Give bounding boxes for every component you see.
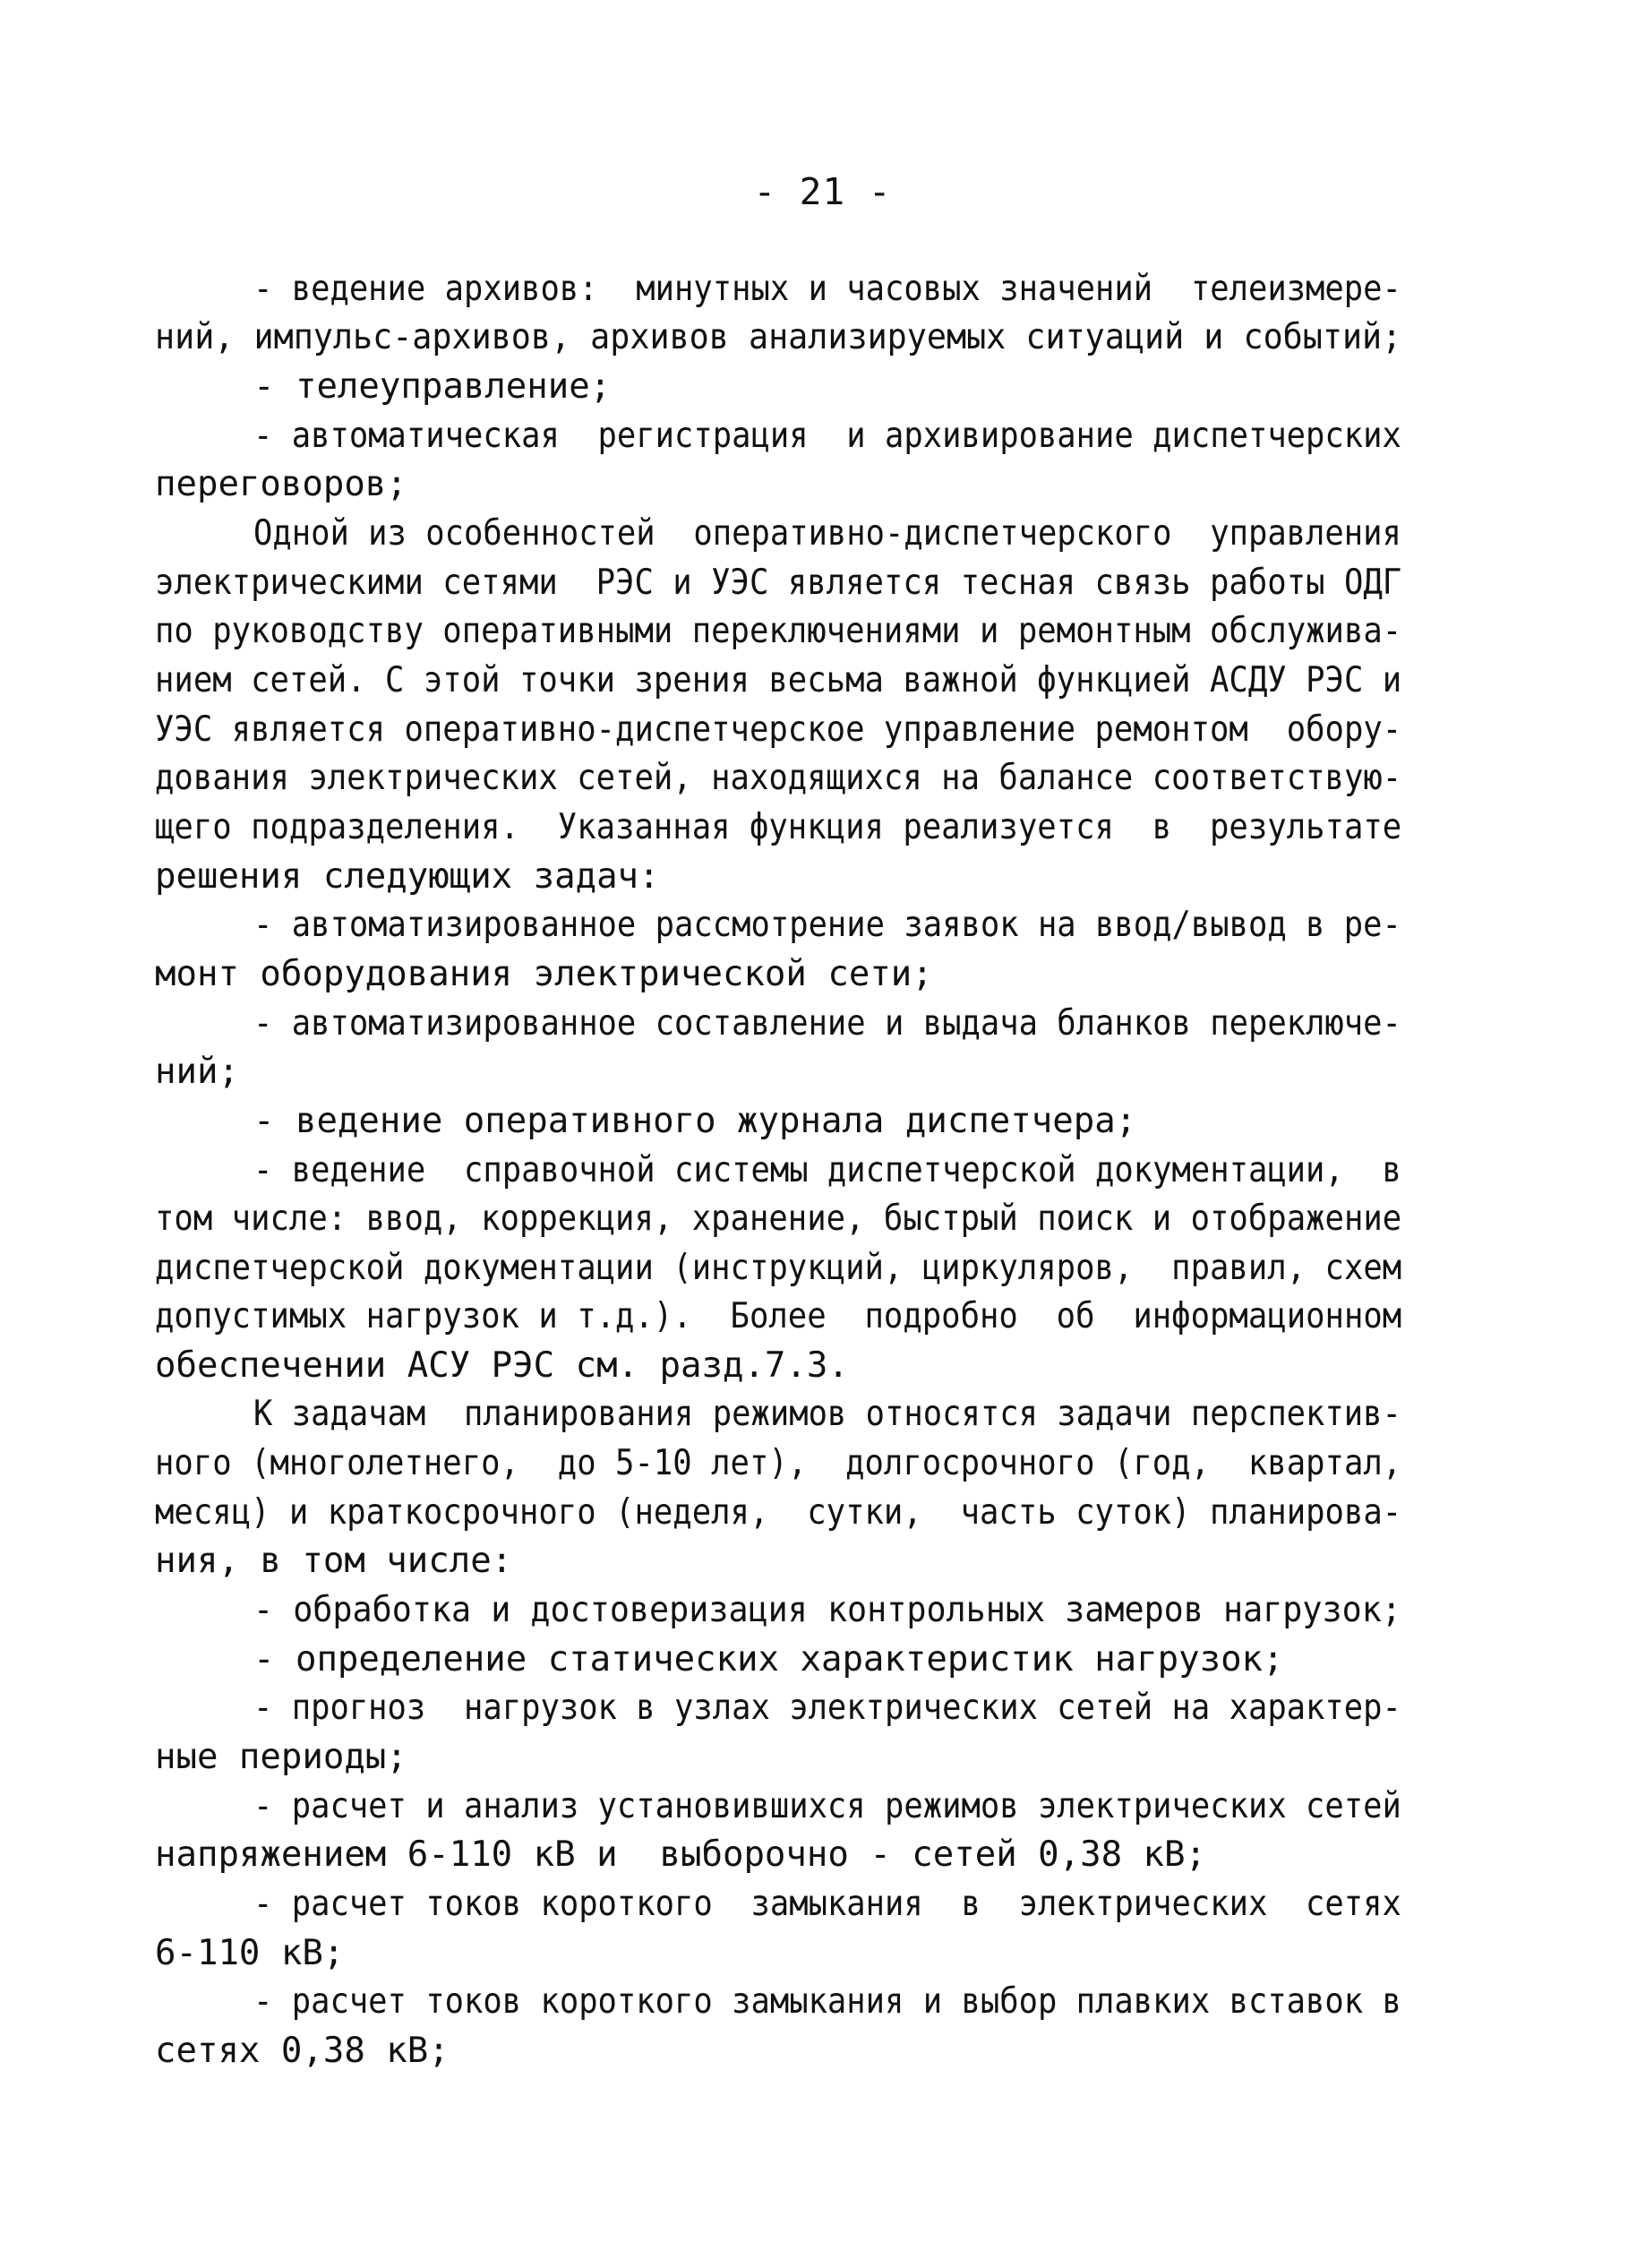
text-line: - определение статических характеристик нагрузок;: [253, 1639, 1284, 1680]
text-line: диспетчерской документации (инструкций, циркуляров, правил, схем: [155, 1248, 1402, 1288]
text-line: - прогноз нагрузок в узлах электрических сетей на характер-: [253, 1688, 1401, 1728]
text-line: щего подразделения. Указанная функция реализуется в результате: [155, 807, 1402, 847]
text-line: - расчет и анализ установившихся режимов электрических сетей: [253, 1786, 1401, 1826]
page-number: - 21 -: [753, 170, 892, 213]
text-line: - автоматическая регистрация и архивирование диспетчерских: [253, 416, 1401, 456]
text-line: ний;: [155, 1052, 239, 1092]
text-line: дования электрических сетей, находящихся на балансе соответствую-: [155, 758, 1402, 798]
text-line: ния, в том числе:: [155, 1541, 513, 1581]
text-line: том числе: ввод, коррекция, хранение, быстрый поиск и отображение: [155, 1198, 1402, 1239]
text-line: решения следующих задач:: [155, 856, 660, 897]
text-line: Одной из особенностей оперативно-диспетчерского управления: [253, 513, 1401, 554]
text-line: нием сетей. С этой точки зрения весьма важной функцией АСДУ РЭС и: [155, 660, 1402, 700]
text-line: монт оборудования электрической сети;: [155, 954, 933, 994]
text-line: - телеуправление;: [253, 366, 612, 407]
text-line: УЭС является оперативно-диспетчерское управление ремонтом обору-: [155, 709, 1402, 750]
text-line: переговоров;: [155, 464, 407, 504]
text-line: - автоматизированное составление и выдача бланков переключе-: [253, 1003, 1401, 1044]
text-line: обеспечении АСУ РЭС см. разд.7.3.: [155, 1345, 849, 1386]
text-line: ные периоды;: [155, 1737, 407, 1777]
text-line: К задачам планирования режимов относятся задачи перспектив-: [253, 1394, 1401, 1434]
text-line: электрическими сетями РЭС и УЭС является тесная связь работы ОДГ: [155, 563, 1402, 603]
text-line: сетях 0,38 кВ;: [155, 2031, 450, 2071]
text-line: - расчет токов короткого замыкания в электрических сетях: [253, 1884, 1401, 1924]
text-line: - автоматизированное рассмотрение заявок на ввод/вывод в ре-: [253, 905, 1401, 945]
text-line: допустимых нагрузок и т.д.). Более подробно об информационном: [155, 1296, 1402, 1336]
text-line: - ведение справочной системы диспетчерской документации, в: [253, 1150, 1401, 1190]
text-line: по руководству оперативными переключениями и ремонтным обслужива-: [155, 611, 1402, 651]
text-line: ний, импульс-архивов, архивов анализируемых ситуаций и событий;: [155, 317, 1402, 357]
text-line: - расчет токов короткого замыкания и выбор плавких вставок в: [253, 1981, 1401, 2022]
text-line: месяц) и краткосрочного (неделя, сутки, часть суток) планирова-: [155, 1492, 1402, 1533]
text-line: - ведение архивов: минутных и часовых значений телеизмере-: [253, 269, 1401, 309]
text-line: напряжением 6-110 кВ и выборочно - сетей 0,38 кВ;: [155, 1834, 1206, 1875]
text-line: ного (многолетнего, до 5-10 лет), долгосрочного (год, квартал,: [155, 1443, 1402, 1483]
text-line: - обработка и достоверизация контрольных замеров нагрузок;: [253, 1590, 1401, 1630]
text-line: - ведение оперативного журнала диспетчера;: [253, 1101, 1137, 1141]
text-line: 6-110 кВ;: [155, 1933, 345, 1973]
